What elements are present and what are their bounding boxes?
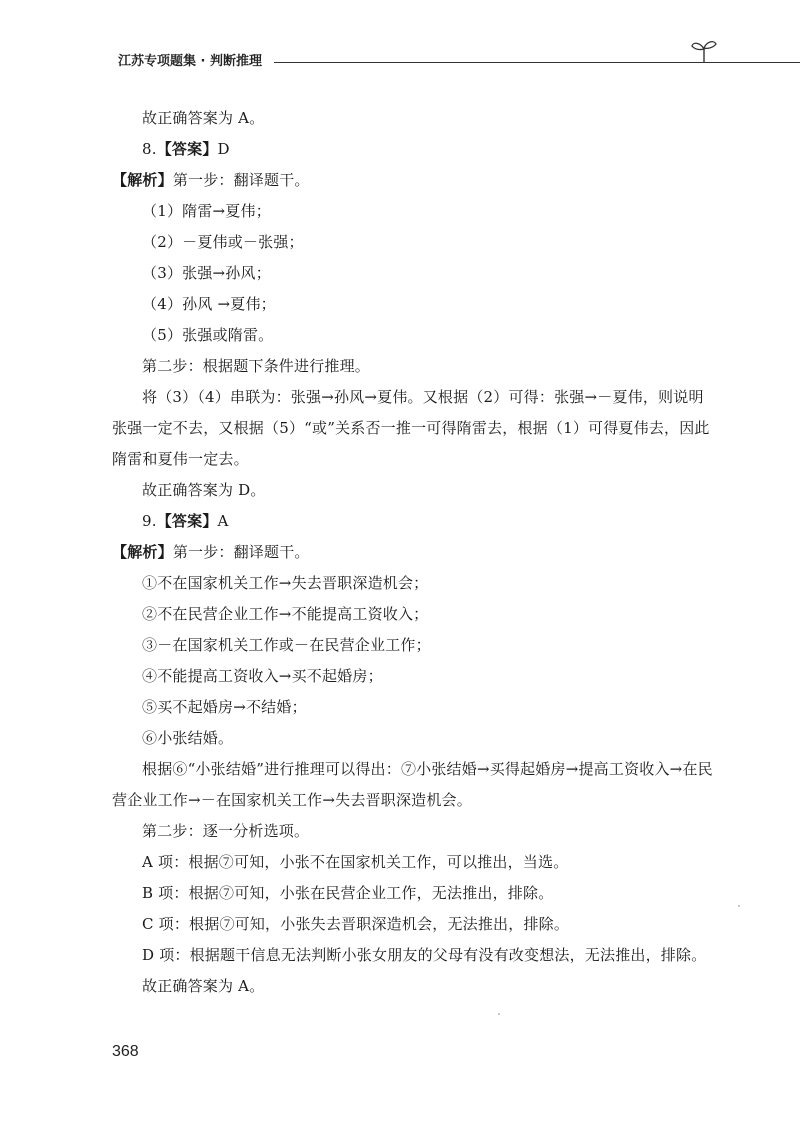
paragraph: B 项：根据⑦可知，小张在民营企业工作，无法推出，排除。 bbox=[142, 884, 554, 902]
sprout-icon bbox=[690, 38, 718, 64]
question-number: 8. bbox=[142, 140, 157, 158]
paragraph: 第二步：逐一分析选项。 bbox=[142, 822, 310, 840]
analysis-label: 【解析】 bbox=[112, 543, 173, 561]
header-rule bbox=[274, 62, 800, 63]
paragraph: ①不在国家机关工作→失去晋职深造机会； bbox=[142, 574, 429, 592]
paragraph: C 项：根据⑦可知，小张失去晋职深造机会，无法推出，排除。 bbox=[142, 915, 570, 933]
answer-explanations bbox=[112, 103, 716, 1002]
header-title: 江苏专项题集 · 判断推理 bbox=[118, 54, 262, 69]
question-number: 9. bbox=[142, 512, 157, 530]
scan-speck bbox=[498, 1013, 500, 1015]
answer-line bbox=[112, 506, 716, 537]
scan-speck bbox=[738, 905, 740, 907]
paragraph: 故正确答案为 A。 bbox=[142, 977, 265, 995]
analysis-label: 【解析】 bbox=[112, 171, 173, 189]
paragraph: （1）隋雷→夏伟； bbox=[142, 202, 271, 220]
running-header bbox=[118, 42, 718, 72]
analysis-text: 第一步：翻译题干。 bbox=[172, 543, 310, 561]
paragraph: ⑥小张结婚。 bbox=[142, 729, 234, 747]
analysis-text: 第一步：翻译题干。 bbox=[172, 171, 310, 189]
paragraph: （3）张强→孙风； bbox=[142, 264, 271, 282]
paragraph: 故正确答案为 D。 bbox=[142, 481, 266, 499]
paragraph: 第二步：根据题下条件进行推理。 bbox=[142, 357, 371, 375]
answer-label: 【答案】 bbox=[156, 512, 218, 530]
paragraph: （4）孙风 →夏伟； bbox=[142, 295, 276, 313]
paragraph: 将（3）（4）串联为：张强→孙风→夏伟。又根据（2）可得：张强→－夏伟，则说明张强一定不去，又根据（5）“或”关系否一推一可得隋雷去，根据（1）可得夏伟去，因此隋雷和夏伟一定去。 bbox=[112, 388, 710, 468]
answer-label: 【答案】 bbox=[156, 140, 218, 158]
paragraph: ②不在民营企业工作→不能提高工资收入； bbox=[142, 605, 429, 623]
answer-line bbox=[112, 134, 716, 165]
paragraph: 故正确答案为 A。 bbox=[142, 109, 265, 127]
page-number: 368 bbox=[112, 1043, 139, 1060]
analysis-line bbox=[112, 537, 716, 568]
paragraph: ③－在国家机关工作或－在民营企业工作； bbox=[142, 636, 431, 654]
paragraph: D 项：根据题干信息无法判断小张女朋友的父母有没有改变想法，无法推出，排除。 bbox=[142, 946, 707, 964]
paragraph: （5）张强或隋雷。 bbox=[142, 326, 274, 344]
paragraph: ④不能提高工资收入→买不起婚房； bbox=[142, 667, 383, 685]
analysis-line bbox=[112, 165, 716, 196]
answer-value: D bbox=[217, 140, 230, 158]
paragraph: 根据⑥“小张结婚”进行推理可以得出：⑦小张结婚→买得起婚房→提高工资收入→在民营企业工作→－在国家机关工作→失去晋职深造机会。 bbox=[112, 760, 713, 809]
paragraph: （2）－夏伟或－张强； bbox=[142, 233, 304, 251]
answer-value: A bbox=[217, 512, 229, 530]
paragraph: ⑤买不起婚房→不结婚； bbox=[142, 698, 307, 716]
paragraph: A 项：根据⑦可知，小张不在国家机关工作，可以推出，当选。 bbox=[142, 853, 569, 871]
